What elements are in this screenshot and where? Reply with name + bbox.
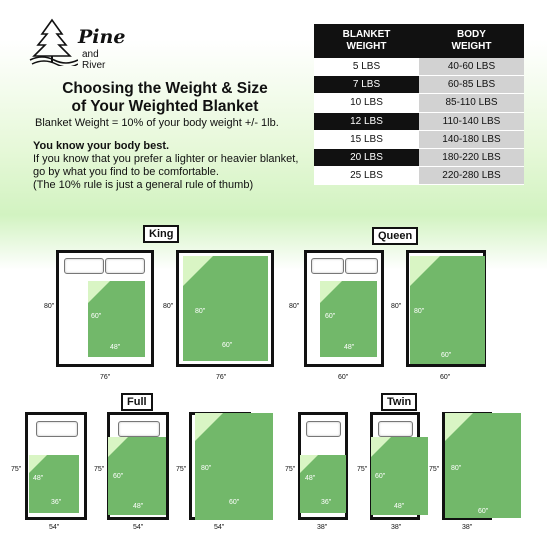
blanket-corner-fold [300, 455, 318, 473]
body-weight-cell: 85-110 LBS [419, 94, 524, 112]
bed-length-label: 75" [176, 466, 187, 473]
bed-width-label: 76" [100, 374, 111, 381]
brand-subname: and River [82, 49, 106, 71]
table-row [314, 148, 524, 166]
blanket-height-label: 36" [51, 499, 62, 506]
body-weight-cell: 220-280 LBS [419, 167, 524, 185]
bed-width-label: 54" [49, 524, 60, 531]
blanket-width-label: 48" [33, 475, 44, 482]
blanket-weight-cell: 20 LBS [314, 148, 419, 166]
advice-line: (The 10% rule is just a general rule of thumb) [33, 179, 254, 191]
blanket-width-label: 60" [113, 473, 124, 480]
bed-length-label: 80" [289, 303, 300, 310]
table-row [314, 167, 524, 185]
title-line-1: Choosing the Weight & Size [62, 80, 268, 97]
bed-length-label: 75" [357, 466, 368, 473]
bed-width-label: 54" [133, 524, 144, 531]
pine-tree-icon [28, 18, 78, 66]
blanket-width-label: 80" [451, 465, 462, 472]
blanket-weight-cell: 7 LBS [314, 76, 419, 94]
bed-length-label: 75" [285, 466, 296, 473]
blanket-width-label: 60" [91, 313, 102, 320]
pillow [118, 421, 160, 437]
col-header-body-weight: BODY WEIGHT [419, 24, 524, 58]
advice-line: go by what you find to be comfortable. [33, 166, 219, 178]
table-row [314, 58, 524, 76]
blanket-width-label: 80" [195, 308, 206, 315]
blanket-corner-fold [183, 256, 213, 286]
bed-width-label: 38" [391, 524, 402, 531]
blanket-corner-fold [108, 437, 128, 457]
blanket-height-label: 48" [344, 344, 355, 351]
size-label-full: Full [121, 393, 153, 411]
table-row [314, 112, 524, 130]
brand-name: Pine [78, 26, 126, 48]
bed-width-label: 38" [317, 524, 328, 531]
bed-length-label: 80" [391, 303, 402, 310]
table-row [314, 94, 524, 112]
body-weight-cell: 40-60 LBS [419, 58, 524, 76]
pillow [105, 258, 145, 274]
body-weight-cell: 140-180 LBS [419, 130, 524, 148]
bed-length-label: 75" [11, 466, 22, 473]
blanket-width-label: 80" [201, 465, 212, 472]
bed-length-label: 75" [94, 466, 105, 473]
page-title [35, 80, 295, 116]
blanket-height-label: 48" [110, 344, 121, 351]
pillow [378, 421, 413, 437]
size-label-twin: Twin [381, 393, 417, 411]
blanket-weight-cell: 15 LBS [314, 130, 419, 148]
blanket-corner-fold [445, 413, 473, 441]
blanket-height-label: 48" [394, 503, 405, 510]
blanket-height-label: 60" [478, 508, 489, 515]
blanket-corner-fold [29, 455, 47, 473]
bed-width-label: 60" [440, 374, 451, 381]
body-weight-cell: 60-85 LBS [419, 76, 524, 94]
blanket-corner-fold [195, 413, 223, 441]
blanket-height-label: 36" [321, 499, 332, 506]
blanket-corner-fold [410, 256, 440, 286]
bed-length-label: 80" [44, 303, 55, 310]
advice-line: If you know that you prefer a lighter or heavier blanket, [33, 153, 299, 165]
pillow [64, 258, 104, 274]
blanket-weight-cell: 5 LBS [314, 58, 419, 76]
col-header-blanket-weight: BLANKET WEIGHT [314, 24, 419, 58]
know-body-heading: You know your body best. [33, 140, 170, 152]
body-weight-cell: 180-220 LBS [419, 148, 524, 166]
weight-formula: Blanket Weight = 10% of your body weight +/- 1lb. [35, 117, 279, 129]
table-row [314, 76, 524, 94]
blanket-width-label: 48" [305, 475, 316, 482]
size-label-queen: Queen [372, 227, 418, 245]
bed-width-label: 54" [214, 524, 225, 531]
bed-width-label: 38" [462, 524, 473, 531]
blanket-weight-cell: 25 LBS [314, 167, 419, 185]
body-weight-cell: 110-140 LBS [419, 112, 524, 130]
blanket-width-label: 60" [325, 313, 336, 320]
weight-table [314, 24, 524, 185]
blanket-width-label: 80" [414, 308, 425, 315]
blanket-corner-fold [320, 281, 342, 303]
title-line-2: of Your Weighted Blanket [71, 98, 259, 115]
bed-length-label: 75" [429, 466, 440, 473]
bed-width-label: 60" [338, 374, 349, 381]
bed-width-label: 76" [216, 374, 227, 381]
blanket-height-label: 60" [222, 342, 233, 349]
blanket-corner-fold [371, 437, 391, 457]
advice-text [33, 153, 303, 192]
blanket-height-label: 60" [441, 352, 452, 359]
table-row [314, 130, 524, 148]
pillow [311, 258, 344, 274]
pillow [345, 258, 378, 274]
brand-logo [28, 18, 126, 71]
blanket-weight-cell: 10 LBS [314, 94, 419, 112]
bed-length-label: 80" [163, 303, 174, 310]
blanket-corner-fold [88, 281, 110, 303]
pillow [306, 421, 341, 437]
blanket-weight-cell: 12 LBS [314, 112, 419, 130]
size-label-king: King [143, 225, 179, 243]
blanket-height-label: 48" [133, 503, 144, 510]
pillow [36, 421, 78, 437]
blanket-height-label: 60" [229, 499, 240, 506]
blanket-width-label: 60" [375, 473, 386, 480]
